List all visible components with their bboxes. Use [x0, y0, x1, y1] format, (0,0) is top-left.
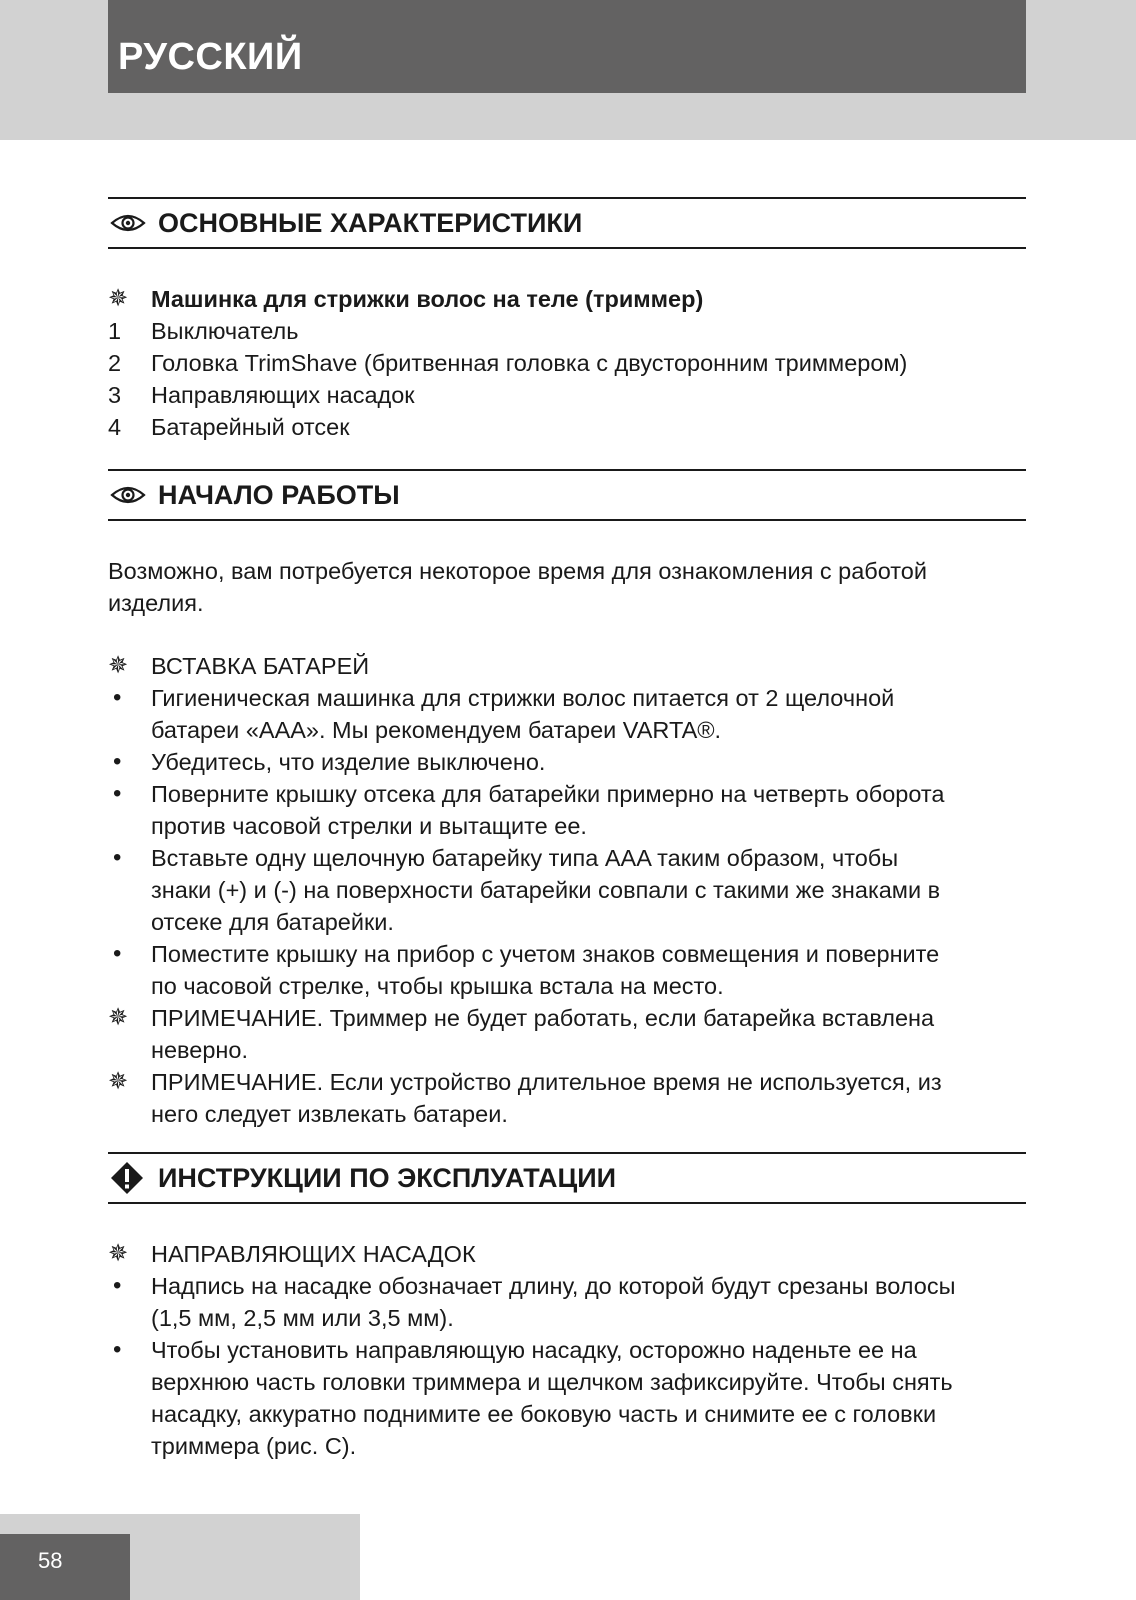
line-text: ПРИМЕЧАНИЕ. Триммер не будет работать, если батарейка вставлена [151, 1005, 935, 1031]
eye-icon [110, 480, 150, 510]
star-icon: ✵ [108, 1004, 129, 1031]
bullet-mark: • [113, 1272, 122, 1299]
line-text: Убедитесь, что изделие выключено. [151, 749, 546, 775]
line-text: Поместите крышку на прибор с учетом знаков совмещения и поверните [151, 941, 940, 967]
item-number: 2 [108, 350, 122, 376]
star-icon: ✵ [108, 285, 129, 312]
line-text: неверно. [151, 1037, 248, 1063]
star-icon: ✵ [108, 1068, 129, 1095]
bullet-mark: • [113, 748, 122, 775]
star-icon: ✵ [108, 1240, 129, 1267]
bullet-mark: • [113, 1336, 122, 1363]
bullet-mark: • [113, 684, 122, 711]
eye-icon [110, 208, 150, 238]
line-text: ПРИМЕЧАНИЕ. Если устройство длительное время не используется, из [151, 1069, 942, 1095]
language-label: РУССКИЙ [118, 36, 303, 78]
bullet-mark: • [113, 940, 122, 967]
line-text: насадку, аккуратно поднимите ее боковую часть и снимите ее с головки [151, 1401, 937, 1427]
battery-subtitle: ВСТАВКА БАТАРЕЙ [151, 653, 370, 679]
section-title: ИНСТРУКЦИИ ПО ЭКСПЛУАТАЦИИ [158, 1162, 617, 1193]
line-text: Гигиеническая машинка для стрижки волос питается от 2 щелочной [151, 685, 895, 711]
section-header-getting-started [108, 469, 1026, 521]
section-header-operating [108, 1152, 1026, 1204]
section-title: НАЧАЛО РАБОТЫ [158, 479, 400, 510]
bullet-mark: • [113, 780, 122, 807]
page-number-box [0, 1534, 130, 1600]
item-text: Выключатель [151, 318, 299, 344]
line-text: Поверните крышку отсека для батарейки примерно на четверть оборота [151, 781, 945, 807]
line-text: него следует извлекать батареи. [151, 1101, 508, 1127]
line-text: против часовой стрелки и вытащите ее. [151, 813, 587, 839]
warning-diamond-icon [110, 1163, 150, 1193]
language-header [108, 0, 1026, 93]
line-text: верхнюю часть головки триммера и щелчком зафиксируйте. Чтобы снять [151, 1369, 953, 1395]
section-title: ОСНОВНЫЕ ХАРАКТЕРИСТИКИ [158, 207, 583, 238]
section-header-features [108, 197, 1026, 249]
line-text: Вставьте одну щелочную батарейку типа AAA таким образом, чтобы [151, 845, 899, 871]
line-text: Чтобы установить направляющую насадку, осторожно наденьте ее на [151, 1337, 917, 1363]
intro-line: изделия. [108, 590, 204, 616]
bullet-mark: • [113, 844, 122, 871]
line-text: батареи «AAA». Мы рекомендуем батареи VARTA®. [151, 717, 722, 743]
features-subtitle: Машинка для стрижки волос на теле (триммер) [151, 286, 704, 312]
page-number: 58 [38, 1548, 63, 1573]
item-number: 1 [108, 318, 122, 344]
star-icon: ✵ [108, 652, 129, 679]
item-text: Батарейный отсек [151, 414, 350, 440]
line-text: (1,5 мм, 2,5 мм или 3,5 мм). [151, 1305, 454, 1331]
item-number: 4 [108, 414, 122, 440]
item-text: Направляющих насадок [151, 382, 415, 408]
line-text: знаки (+) и (-) на поверхности батарейки совпали с такими же знаками в [151, 877, 941, 903]
intro-line: Возможно, вам потребуется некоторое время для ознакомления с работой [108, 558, 927, 584]
item-text: Головка TrimShave (бритвенная головка с двусторонним триммером) [151, 350, 908, 376]
operating-subtitle: НАПРАВЛЯЮЩИХ НАСАДОК [151, 1241, 476, 1267]
line-text: триммера (рис. C). [151, 1433, 357, 1459]
line-text: по часовой стрелке, чтобы крышка встала на место. [151, 973, 724, 999]
item-number: 3 [108, 382, 122, 408]
line-text: Надпись на насадке обозначает длину, до которой будут срезаны волосы [151, 1273, 956, 1299]
line-text: отсеке для батарейки. [151, 909, 394, 935]
